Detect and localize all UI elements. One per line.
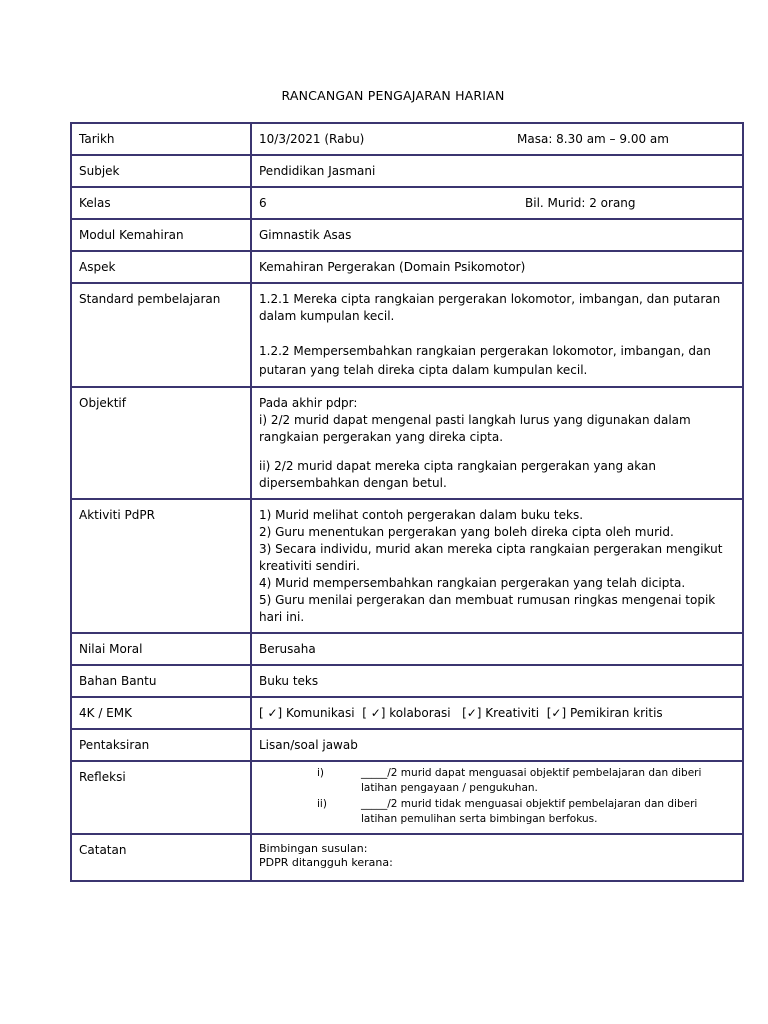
standard-item: 1.2.2 Mempersembahkan rangkaian pergerakan lokomotor, imbangan, dan putaran yang telah direka cipta dalam kumpulan kecil.	[259, 344, 711, 377]
row-pentaksiran	[71, 729, 743, 761]
page-title: RANCANGAN PENGAJARAN HARIAN	[281, 88, 505, 103]
aktiviti-list	[259, 507, 734, 626]
label-aktiviti: Aktiviti PdPR	[71, 499, 251, 633]
catatan-line: PDPR ditangguh kerana:	[259, 856, 393, 869]
value-bil-murid: Bil. Murid: 2 orang	[525, 196, 636, 210]
label-emk: 4K / EMK	[71, 697, 251, 729]
label-kelas: Kelas	[71, 187, 251, 219]
aktiviti-item: 3) Secara individu, murid akan mereka cipta rangkaian pergerakan mengikut kreativiti sendiri.	[259, 542, 723, 573]
refleksi-item	[317, 797, 734, 827]
row-standard	[71, 283, 743, 387]
row-aspek	[71, 251, 743, 283]
value-aspek: Kemahiran Pergerakan (Domain Psikomotor)	[251, 251, 743, 283]
row-bahan	[71, 665, 743, 697]
row-nilai	[71, 633, 743, 665]
label-catatan: Catatan	[71, 834, 251, 881]
value-tarikh: 10/3/2021 (Rabu)	[259, 132, 365, 146]
value-bahan: Buku teks	[251, 665, 743, 697]
label-refleksi: Refleksi	[71, 761, 251, 834]
aktiviti-item: 1) Murid melihat contoh pergerakan dalam buku teks.	[259, 508, 584, 522]
label-nilai: Nilai Moral	[71, 633, 251, 665]
refleksi-item-text: _____/2 murid tidak menguasai objektif pembelajaran dan diberi latihan pemulihan serta bimbingan berfokus.	[361, 798, 698, 825]
row-emk	[71, 697, 743, 729]
row-aktiviti	[71, 499, 743, 633]
label-objektif: Objektif	[71, 387, 251, 499]
label-pentaksiran: Pentaksiran	[71, 729, 251, 761]
value-masa: Masa: 8.30 am – 9.00 am	[517, 132, 669, 146]
aktiviti-item: 2) Guru menentukan pergerakan yang boleh direka cipta oleh murid.	[259, 525, 674, 539]
label-subjek: Subjek	[71, 155, 251, 187]
refleksi-item	[317, 766, 734, 796]
value-modul: Gimnastik Asas	[251, 219, 743, 251]
row-refleksi	[71, 761, 743, 834]
objektif-item: i) 2/2 murid dapat mengenal pasti langkah lurus yang digunakan dalam rangkaian pergerakan yang direka cipta.	[259, 413, 691, 444]
value-nilai: Berusaha	[251, 633, 743, 665]
label-bahan: Bahan Bantu	[71, 665, 251, 697]
label-standard: Standard pembelajaran	[71, 283, 251, 387]
refleksi-item-number: ii)	[317, 798, 327, 810]
row-objektif	[71, 387, 743, 499]
label-modul: Modul Kemahiran	[71, 219, 251, 251]
value-subjek: Pendidikan Jasmani	[251, 155, 743, 187]
value-kelas: 6	[259, 196, 267, 210]
standard-item: 1.2.1 Mereka cipta rangkaian pergerakan lokomotor, imbangan, dan putaran dalam kumpulan kecil.	[259, 292, 721, 323]
catatan-line: Bimbingan susulan:	[259, 842, 368, 855]
value-emk: [ ✓] Komunikasi [ ✓] kolaborasi [✓] Kreativiti [✓] Pemikiran kritis	[251, 697, 743, 729]
row-subjek	[71, 155, 743, 187]
value-pentaksiran: Lisan/soal jawab	[251, 729, 743, 761]
label-tarikh: Tarikh	[71, 123, 251, 155]
aktiviti-item: 4) Murid mempersembahkan rangkaian pergerakan yang telah dicipta.	[259, 576, 686, 590]
row-modul	[71, 219, 743, 251]
row-kelas	[71, 187, 743, 219]
label-aspek: Aspek	[71, 251, 251, 283]
aktiviti-item: 5) Guru menilai pergerakan dan membuat rumusan ringkas mengenai topik hari ini.	[259, 593, 716, 624]
objektif-item: ii) 2/2 murid dapat mereka cipta rangkaian pergerakan yang akan dipersembahkan dengan betul.	[259, 459, 656, 490]
refleksi-item-number: i)	[317, 767, 325, 779]
row-tarikh	[71, 123, 743, 155]
lesson-plan-table	[70, 122, 744, 882]
objektif-intro: Pada akhir pdpr:	[259, 396, 358, 410]
refleksi-item-text: _____/2 murid dapat menguasai objektif pembelajaran dan diberi latihan pengayaan / pengukuhan.	[361, 767, 702, 794]
row-catatan	[71, 834, 743, 881]
